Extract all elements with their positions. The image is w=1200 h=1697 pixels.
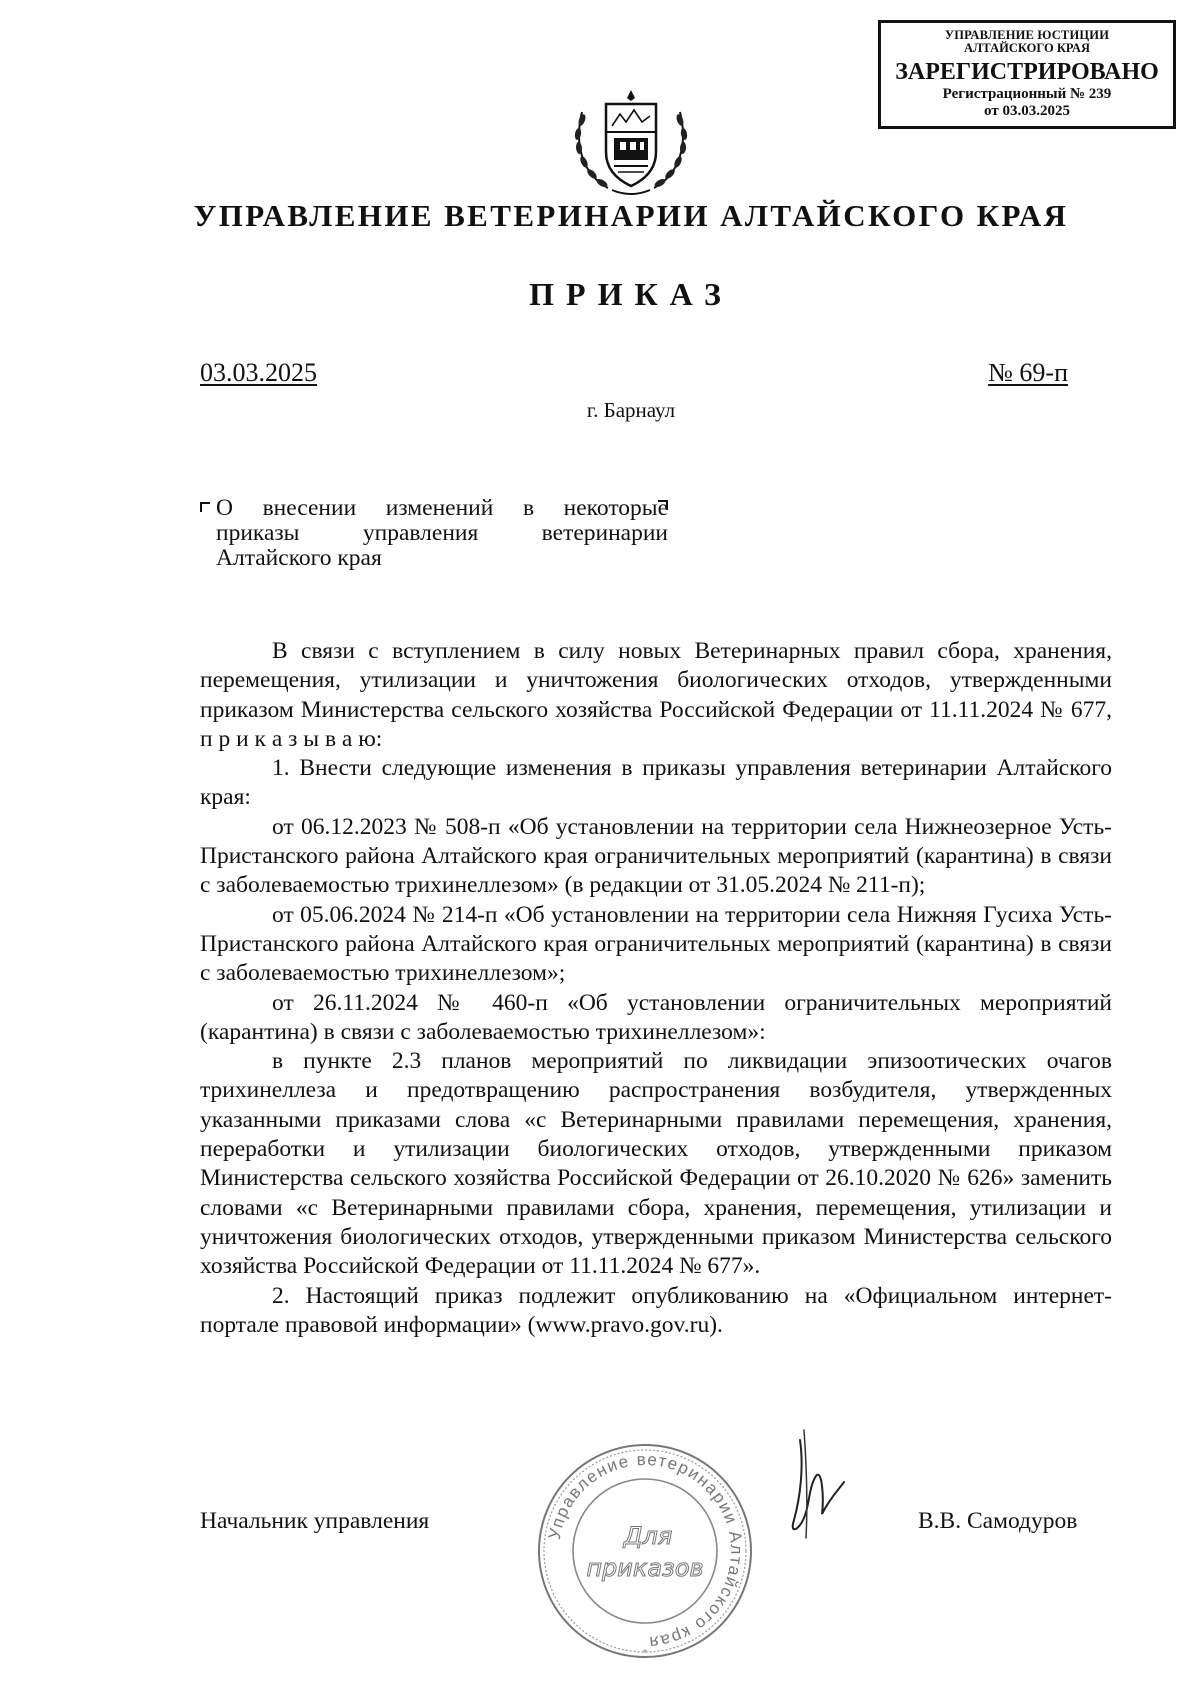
intro-text: В связи с вступлением в силу новых Ветеринарных правил сбора, хранения, перемещения, утилизации и уничтожения биологических отходов, утвержденными приказом Министерства сельского хозяйства Российской Федерации от 11.11.2024 № 677, [200, 638, 1112, 723]
handwritten-signature [780, 1428, 870, 1548]
stamp-center-line2: приказов [586, 1554, 704, 1582]
document-type: ПРИКАЗ [529, 276, 733, 312]
change-paragraph: в пункте 2.3 планов мероприятий по ликвидации эпизоотических очагов трихинеллеза и предотвращению распространения возбудителя, утвержденных указанными приказами слова «с Ветеринарными правилами перемещения, хранения, переработки и утилизации биологических отходов, утвержденными приказом Министерства сельского хозяйства Российской Федерации от 26.10.2020 № 626» заменить словами «с Ветеринарными правилами сбора, хранения, перемещения, утилизации и уничтожения биологических отходов, утвержденными приказом Министерства сельского хозяйства Российской Федерации от 11.11.2024 № 677». [200, 1048, 1112, 1280]
svg-text:*: * [642, 1648, 648, 1659]
order-date: 03.03.2025 [200, 358, 317, 387]
registration-date: от 03.03.2025 [984, 103, 1070, 119]
organization-title: УПРАВЛЕНИЕ ВЕТЕРИНАРИИ АЛТАЙСКОГО КРАЯ [193, 198, 1069, 233]
subject-line-3: Алтайского края [216, 545, 382, 571]
city: г. Барнаул [586, 398, 676, 422]
item-2: 2. Настоящий приказ подлежит опубликованию на «Официальном интернет-портале правовой информации» (www.pravo.gov.ru). [200, 1282, 1112, 1338]
stamp-center-line1: Для [623, 1522, 673, 1550]
amended-order-3: от 26.11.2024 № 460-п «Об установлении ограничительных мероприятий (карантина) в связи с заболеваемостью трихинеллезом»: [200, 989, 1112, 1045]
stamp-ring-text: Управление ветеринарии Алтайского края [544, 1449, 747, 1653]
svg-text:Управление ветеринарии Алтайск [545, 1450, 746, 1652]
registration-status: ЗАРЕГИСТРИРОВАНО [895, 59, 1159, 85]
intro-paragraph [200, 637, 1112, 754]
amended-order-1: от 06.12.2023 № 508-п «Об установлении на территории села Нижнеозерное Усть-Пристанского района Алтайского края ограничительных мероприятий (карантина) в связи с заболеваемостью трихинеллезом» (в редакции от 31.05.2024 № 211-п); [200, 813, 1112, 899]
subject-line-2: приказы управления ветеринарии [216, 520, 668, 546]
subject-line-1: О внесении изменений в некоторые [216, 495, 668, 521]
order-subject [200, 496, 668, 571]
registration-number: Регистрационный № 239 [942, 86, 1112, 102]
amended-order-2: от 05.06.2024 № 214-п «Об установлении на территории села Нижняя Гусиха Усть-Пристанского района Алтайского края ограничительных мероприятий (карантина) в связи с заболеваемостью трихинеллезом»; [200, 901, 1112, 987]
coat-of-arms-icon [568, 86, 694, 202]
intro-action: п р и к а з ы в а ю: [200, 725, 383, 752]
order-number: № 69-п [988, 358, 1068, 387]
signatory-name: В.В. Самодуров [918, 1508, 1078, 1534]
official-stamp [530, 1436, 760, 1666]
registration-authority-line2: АЛТАЙСКОГО КРАЯ [964, 41, 1090, 55]
signatory-position: Начальник управления [200, 1508, 430, 1534]
order-body [200, 637, 1112, 1340]
item-1: 1. Внести следующие изменения в приказы управления ветеринарии Алтайского края: [200, 755, 1112, 811]
registration-stamp [878, 20, 1176, 129]
registration-authority-line1: УПРАВЛЕНИЕ ЮСТИЦИИ [944, 28, 1110, 42]
